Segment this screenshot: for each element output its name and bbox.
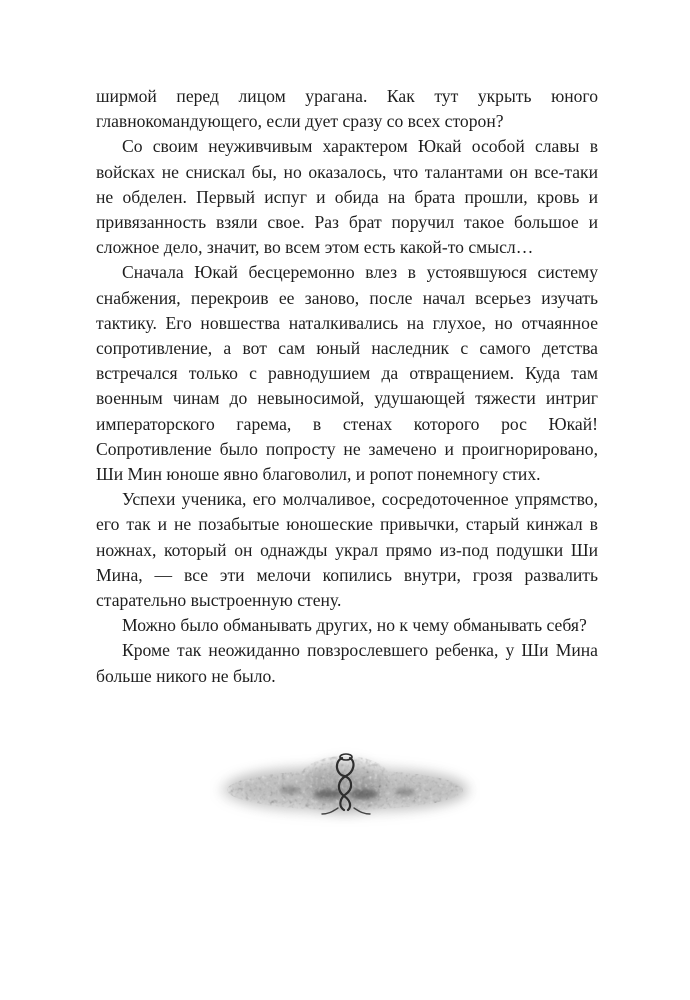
paragraph-4: Успехи ученика, его молчаливое, сосредоточенное упрямство, его так и не позабытые юношеские привычки, старый кинжал в ножнах, который он однажды украл прямо из-под подушки Ши Мина, — все эти мелочи копились внутри, грозя развалить старательно выстроенную стену. xyxy=(96,489,598,611)
paragraph-5: Можно было обманывать других, но к чему обманывать себя? xyxy=(122,615,587,636)
page-text xyxy=(96,84,598,689)
paragraph-2: Со своим неуживчивым характером Юкай особой славы в войсках не снискал бы, но оказалось, что талантами он все-таки не обделен. Первый испуг и обида на брата прошли, кровь и привязанность взяли свое. Раз брат поручил такое большое и сложное дело, значит, во всем этом есть какой-то смысл… xyxy=(96,136,598,258)
ink-wash-ornament-icon xyxy=(210,728,480,838)
wash-texture xyxy=(227,756,463,810)
paragraph-1: ширмой перед лицом урагана. Как тут укрыть юного главнокомандующего, если дует сразу со всех сторон? xyxy=(96,86,598,132)
paragraph-6: Кроме так неожиданно повзрослевшего ребенка, у Ши Мина больше никого не было. xyxy=(96,640,598,686)
paragraph-3: Сначала Юкай бесцеремонно влез в устоявшуюся систему снабжения, перекроив ее заново, после начал всерьез изучать тактику. Его новшества наталкивались на глухое, но отчаянное сопротивление, а вот сам юный наследник с самого детства встречался только с равнодушием да отвращением. Куда там военным чинам до невыносимой, удушающей тяжести интриг императорского гарема, в стенах которого рос Юкай! Сопротивление было попросту не замечено и проигнорировано, Ши Мин юноше явно благоволил, и ропот понемногу стих. xyxy=(96,262,598,485)
